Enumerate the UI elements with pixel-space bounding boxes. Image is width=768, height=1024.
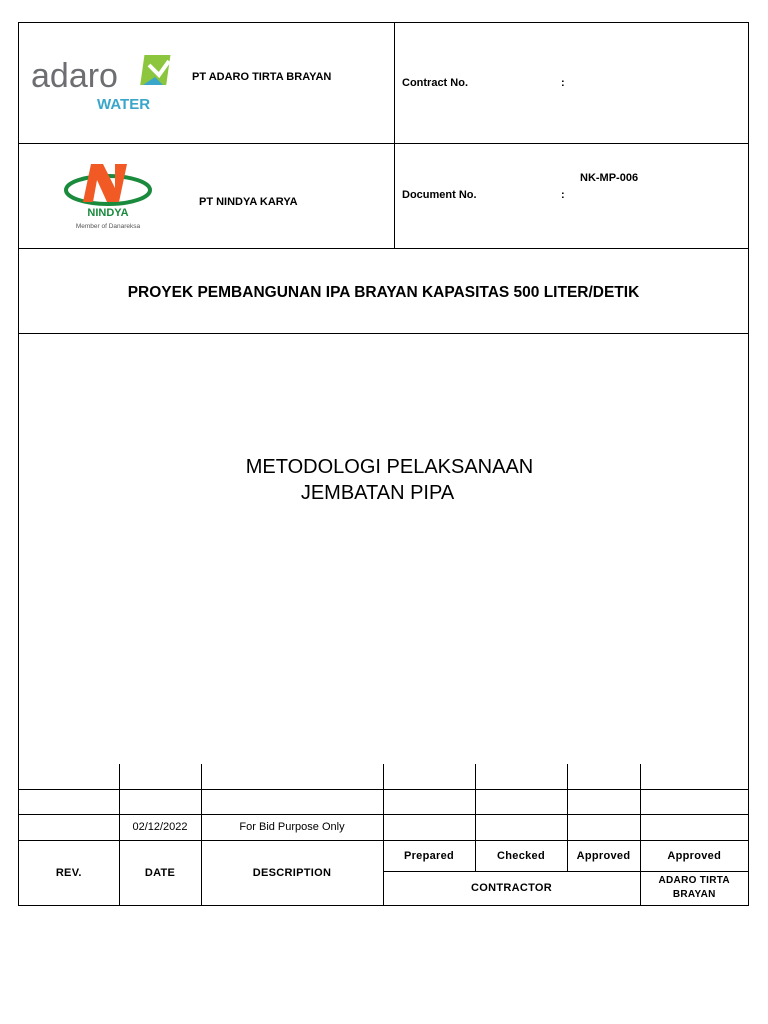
approved-cell xyxy=(567,789,640,814)
approved-cell xyxy=(567,814,640,840)
revision-table xyxy=(19,764,748,906)
nindya-logo-sub: Member of Danareksa xyxy=(75,223,141,230)
owner-header-line2: BRAYAN xyxy=(672,889,716,901)
document-no-value: NK-MP-006 xyxy=(580,172,639,184)
approved-owner-cell xyxy=(640,789,748,814)
date-header: DATE xyxy=(119,840,201,905)
document-no-colon: : xyxy=(561,189,565,201)
description-header: DESCRIPTION xyxy=(201,840,383,905)
document-title-line1: METODOLOGI PELAKSANAAN xyxy=(245,456,534,478)
rev-cell xyxy=(19,789,119,814)
description-cell xyxy=(201,764,383,789)
nindya-karya-logo xyxy=(63,158,153,234)
revision-row xyxy=(19,814,748,840)
approved-cell xyxy=(567,764,640,789)
owner-header-line1: ADARO TIRTA xyxy=(658,875,730,887)
approved-owner-cell xyxy=(640,764,748,789)
document-title-line2: JEMBATAN PIPA xyxy=(300,482,455,504)
header-row-adaro xyxy=(19,23,748,144)
revision-header-row xyxy=(19,840,748,871)
project-title: PROYEK PEMBANGUNAN IPA BRAYAN KAPASITAS 500 LITER/DETIK xyxy=(127,284,640,301)
description-cell xyxy=(201,789,383,814)
approved-owner-header: Approved xyxy=(640,840,748,871)
document-title-area xyxy=(19,334,748,764)
checked-header: Checked xyxy=(475,840,567,871)
header-divider xyxy=(394,144,395,248)
header-divider xyxy=(394,23,395,143)
revision-row xyxy=(19,764,748,789)
date-cell: 02/12/2022 xyxy=(119,814,201,840)
document-cover-sheet xyxy=(18,22,749,906)
project-title-row xyxy=(19,249,748,334)
contract-no-label: Contract No. xyxy=(402,77,468,89)
document-no-label: Document No. xyxy=(402,189,477,201)
company-nindya-name: PT NINDYA KARYA xyxy=(199,196,298,208)
rev-header: REV. xyxy=(19,840,119,905)
company-adaro-name: PT ADARO TIRTA BRAYAN xyxy=(192,71,332,83)
prepared-cell xyxy=(383,814,475,840)
adaro-logo-word: adaro xyxy=(31,57,118,95)
header-row-nindya xyxy=(19,144,748,249)
owner-header xyxy=(640,871,748,905)
rev-cell xyxy=(19,814,119,840)
date-cell xyxy=(119,789,201,814)
contractor-header: CONTRACTOR xyxy=(383,871,640,905)
approved-owner-cell xyxy=(640,814,748,840)
checked-cell xyxy=(475,789,567,814)
prepared-cell xyxy=(383,764,475,789)
checked-cell xyxy=(475,764,567,789)
approved-header: Approved xyxy=(567,840,640,871)
adaro-logo-sub: WATER xyxy=(97,96,151,113)
rev-cell xyxy=(19,764,119,789)
prepared-cell xyxy=(383,789,475,814)
adaro-water-logo xyxy=(31,51,181,113)
prepared-header: Prepared xyxy=(383,840,475,871)
date-cell xyxy=(119,764,201,789)
nindya-logo-word: NINDYA xyxy=(87,207,129,219)
contract-no-colon: : xyxy=(561,77,565,89)
description-cell: For Bid Purpose Only xyxy=(201,814,383,840)
revision-row xyxy=(19,789,748,814)
checked-cell xyxy=(475,814,567,840)
